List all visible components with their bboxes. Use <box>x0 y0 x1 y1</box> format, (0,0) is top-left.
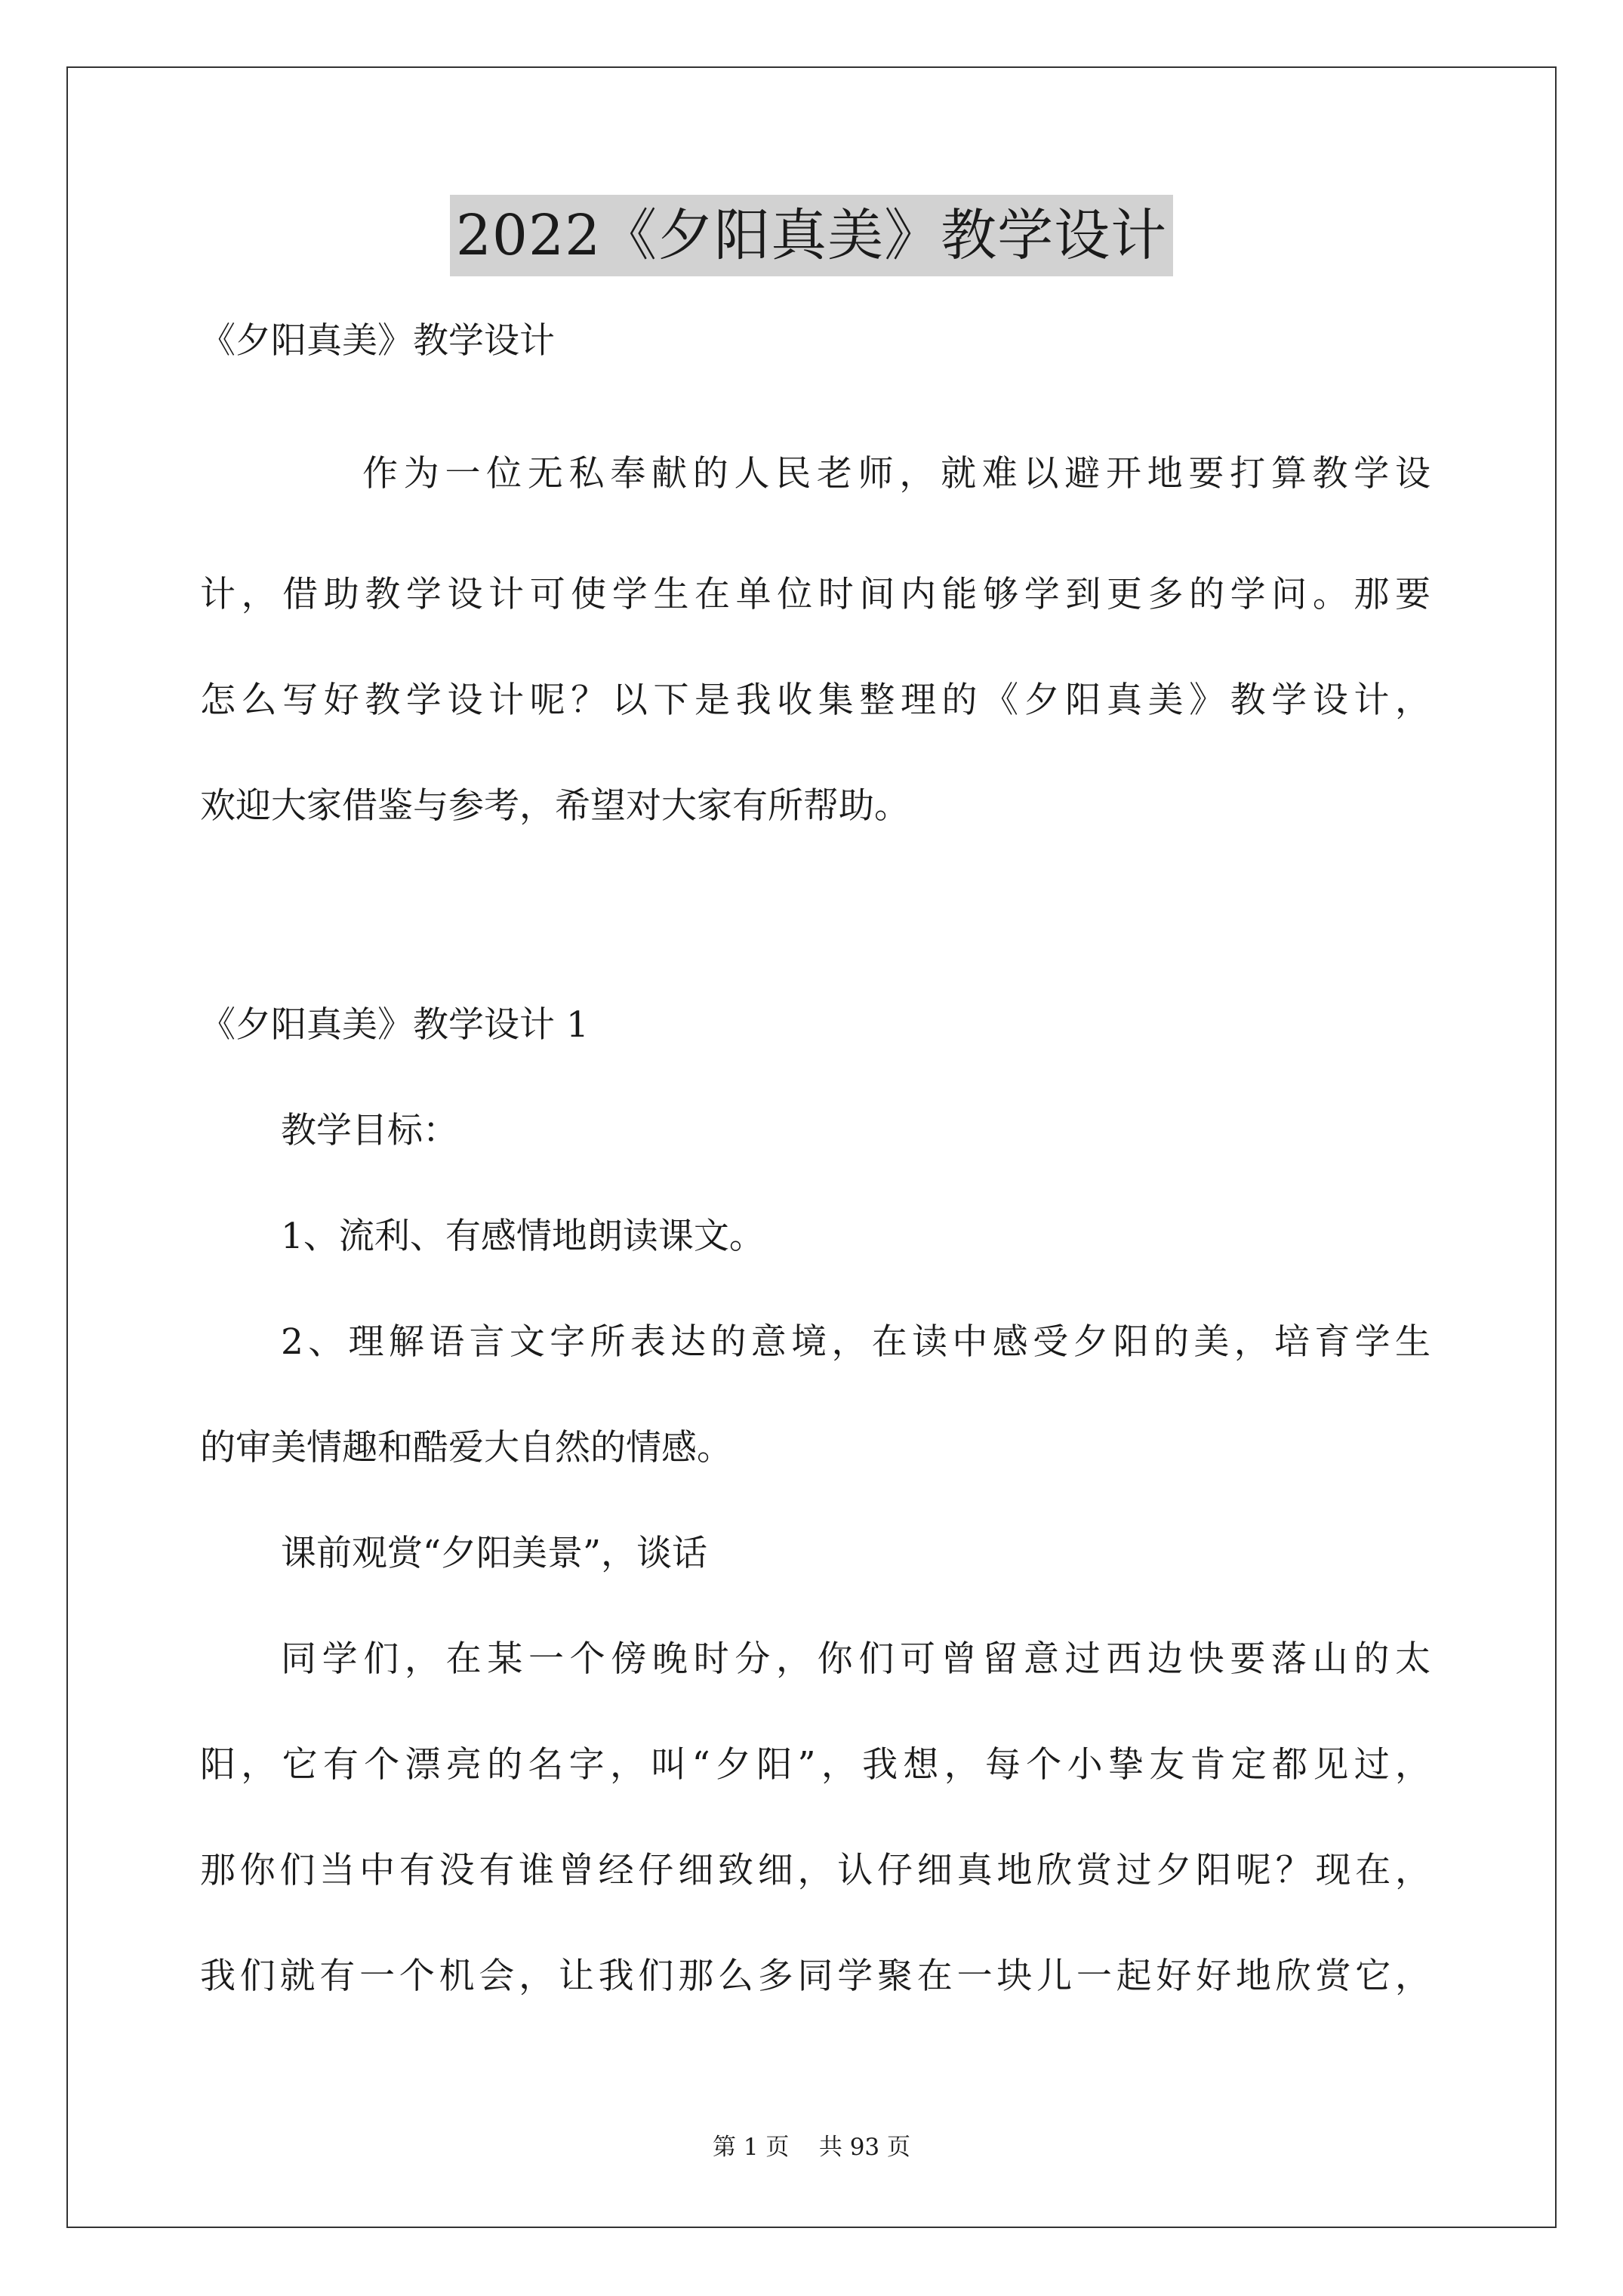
intro-line-1: 作为一位无私奉献的人民老师，就难以避开地要打算教学设 <box>362 453 1431 495</box>
goals-label: 教学目标： <box>281 1110 458 1151</box>
intro-line-4: 欢迎大家借鉴与参考，希望对大家有所帮助。 <box>200 785 910 827</box>
paragraph-line-1: 同学们，在某一个傍晚时分，你们可曾留意过西边快要落山的太 <box>281 1638 1431 1680</box>
intro-line-3: 怎么写好教学设计呢？以下是我收集整理的《夕阳真美》教学设计， <box>200 680 1431 721</box>
page-number: 第 1 页 <box>712 2134 790 2161</box>
goal-1: 1、流利、有感情地朗读课文。 <box>281 1216 765 1257</box>
section-heading: 《夕阳真美》教学设计 1 <box>200 1004 589 1046</box>
paragraph-line-4: 我们就有一个机会，让我们那么多同学聚在一块儿一起好好地欣赏它， <box>200 1955 1431 1997</box>
document-title: 2022《夕阳真美》教学设计 <box>450 195 1173 276</box>
paragraph-line-2: 阳，它有个漂亮的名字，叫“夕阳”，我想，每个小挚友肯定都见过， <box>200 1744 1431 1786</box>
goal-2-line-1: 2、理解语言文字所表达的意境，在读中感受夕阳的美，培育学生 <box>281 1321 1431 1363</box>
activity-label: 课前观赏“夕阳美景”，谈话 <box>281 1533 708 1574</box>
page-total: 共 93 页 <box>818 2134 910 2161</box>
intro-line-2: 计，借助教学设计可使学生在单位时间内能够学到更多的学问。那要 <box>200 574 1431 615</box>
paragraph-line-3: 那你们当中有没有谁曾经仔细致细，认仔细真地欣赏过夕阳呢？现在， <box>200 1850 1431 1891</box>
page-footer <box>0 2132 1623 2162</box>
goal-2-line-2: 的审美情趣和酷爱大自然的情感。 <box>200 1427 732 1469</box>
document-subtitle: 《夕阳真美》教学设计 <box>200 320 555 362</box>
title-container <box>0 195 1623 276</box>
